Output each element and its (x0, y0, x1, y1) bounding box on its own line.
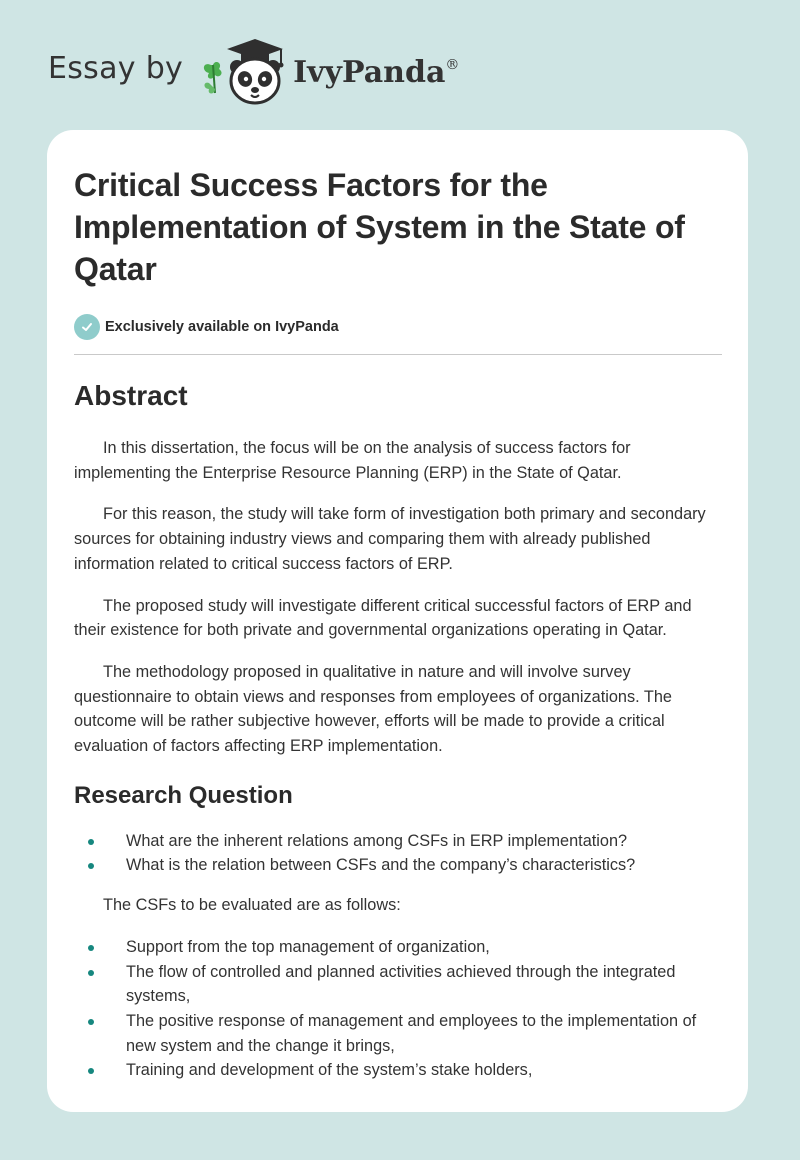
research-question-heading: Research Question (74, 781, 293, 809)
bullet-icon (88, 1019, 94, 1025)
list-item: The positive response of management and employees to the implementation of new system and the change it brings, (74, 1009, 722, 1058)
exclusive-badge (74, 314, 722, 340)
csf-intro: The CSFs to be evaluated are as follows: (103, 896, 401, 915)
ivypanda-logo-icon[interactable] (197, 35, 291, 107)
abstract-heading: Abstract (74, 380, 188, 411)
page-title: Critical Success Factors for the Implementation of System in the State of Qatar (74, 167, 685, 287)
csf-list (74, 935, 722, 1083)
brand-name[interactable]: IvyPanda® (293, 54, 460, 90)
exclusive-badge-text: Exclusively available on IvyPanda (105, 319, 339, 335)
research-question-list (74, 829, 722, 878)
list-item: What is the relation between CSFs and the company’s characteristics? (74, 853, 722, 878)
abstract-paragraph: The methodology proposed in qualitative in nature and will involve survey questionnaire to obtain views and responses from employees of organizations. The outcome will be rather subjective however, efforts will be made to provide a critical evaluation of factors affecting ERP implementation. (74, 662, 672, 756)
bullet-icon (88, 1068, 94, 1074)
abstract-paragraph: The proposed study will investigate different critical successful factors of ERP and their existence for both private and governmental organizations operating in Qatar. (74, 596, 692, 640)
divider (74, 354, 722, 355)
bullet-icon (88, 970, 94, 976)
list-item: Training and development of the system’s stake holders, (74, 1058, 722, 1083)
bullet-icon (88, 945, 94, 951)
check-icon (74, 314, 100, 340)
bullet-icon (88, 863, 94, 869)
abstract-paragraph: In this dissertation, the focus will be on the analysis of success factors for implementing the Enterprise Resource Planning (ERP) in the State of Qatar. (74, 439, 631, 482)
essay-by-label: Essay by (48, 50, 184, 86)
list-item: Support from the top management of organization, (74, 935, 722, 960)
bullet-icon (88, 839, 94, 845)
abstract-paragraph: For this reason, the study will take form of investigation both primary and secondary sources for obtaining industry views and comparing them with already published information related to critical success factors of ERP. (74, 505, 706, 573)
site-header (48, 36, 459, 106)
essay-card (47, 130, 748, 1112)
list-item: What are the inherent relations among CSFs in ERP implementation? (74, 829, 722, 854)
list-item: The flow of controlled and planned activities achieved through the integrated systems, (74, 960, 722, 1009)
